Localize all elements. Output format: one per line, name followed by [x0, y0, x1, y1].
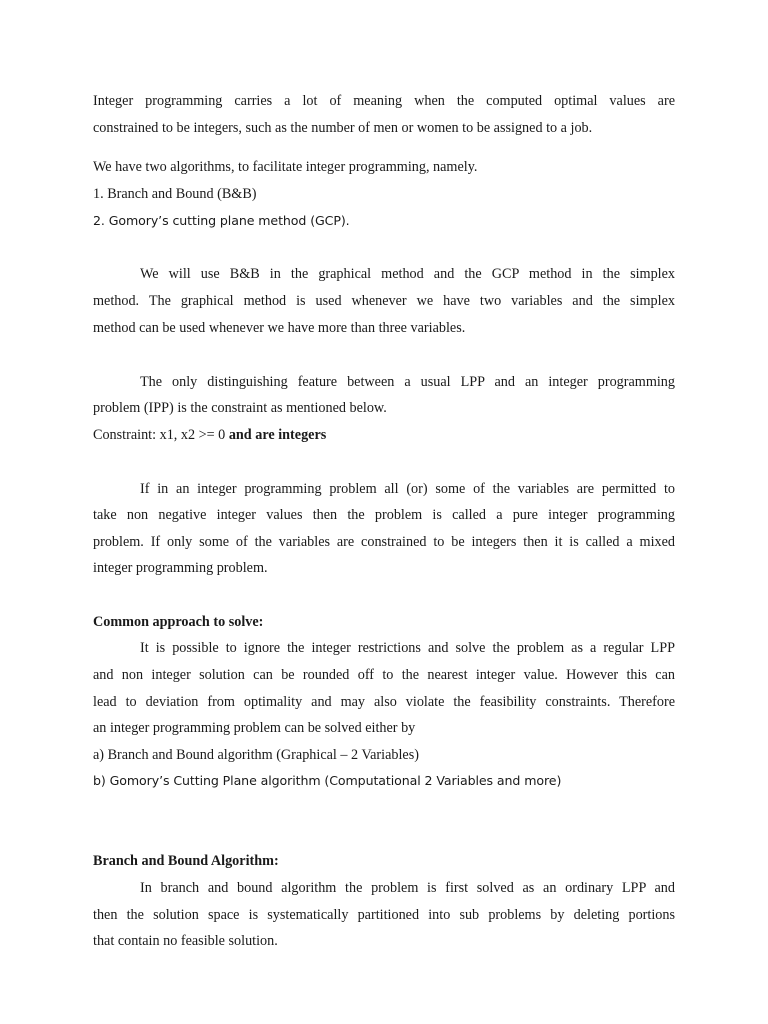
distinguishing-line-2: problem (IPP) is the constraint as mentioned below.: [93, 400, 387, 416]
common-approach-line-3: lead to deviation from optimality and may also violate the feasibility constraints. Therefore: [93, 694, 675, 710]
constraint-line: [93, 425, 675, 445]
distinguishing-line-1: The only distinguishing feature between a usual LPP and an integer programming: [140, 374, 675, 390]
constraint-text: Constraint: x1, x2 >= 0: [93, 427, 229, 443]
common-approach-line-2: and non integer solution can be rounded off to the nearest integer value. However this can: [93, 667, 675, 683]
branch-bound-heading: Branch and Bound Algorithm:: [93, 853, 279, 869]
common-approach-line-4: an integer programming problem can be solved either by: [93, 720, 416, 736]
intro-line-2: constrained to be integers, such as the number of men or women to be assigned to a job.: [93, 120, 593, 136]
methods-line-1: We will use B&B in the graphical method and the GCP method in the simplex: [140, 266, 675, 282]
branch-bound-line-1: In branch and bound algorithm the problem is first solved as an ordinary LPP and: [140, 880, 675, 896]
intro-line-1: Integer programming carries a lot of meaning when the computed optimal values are: [93, 93, 675, 109]
option-b: b) Gomory’s Cutting Plane algorithm (Computational 2 Variables and more): [93, 773, 562, 788]
common-approach-heading: Common approach to solve:: [93, 614, 264, 630]
algorithm-item-2: 2. Gomory’s cutting plane method (GCP).: [93, 213, 350, 228]
constraint-emphasis: and are integers: [228, 427, 327, 443]
algorithms-intro: We have two algorithms, to facilitate integer programming, namely.: [93, 159, 478, 175]
option-a: a) Branch and Bound algorithm (Graphical – 2 Variables): [93, 747, 419, 763]
methods-line-2: method. The graphical method is used whenever we have two variables and the simplex: [93, 293, 675, 309]
branch-bound-line-2: then the solution space is systematically partitioned into sub problems by deleting portions: [93, 907, 675, 923]
pure-mixed-line-2: take non negative integer values then the problem is called a pure integer programming: [93, 507, 675, 523]
branch-bound-line-3: that contain no feasible solution.: [93, 933, 278, 949]
pure-mixed-line-3: problem. If only some of the variables are constrained to be integers then it is called a mixed: [93, 534, 675, 550]
common-approach-line-1: It is possible to ignore the integer restrictions and solve the problem as a regular LPP: [140, 640, 675, 656]
pure-mixed-line-4: integer programming problem.: [93, 560, 268, 576]
algorithm-item-1: 1. Branch and Bound (B&B): [93, 186, 257, 202]
methods-line-3: method can be used whenever we have more than three variables.: [93, 320, 466, 336]
pure-mixed-line-1: If in an integer programming problem all (or) some of the variables are permitted to: [140, 481, 675, 497]
